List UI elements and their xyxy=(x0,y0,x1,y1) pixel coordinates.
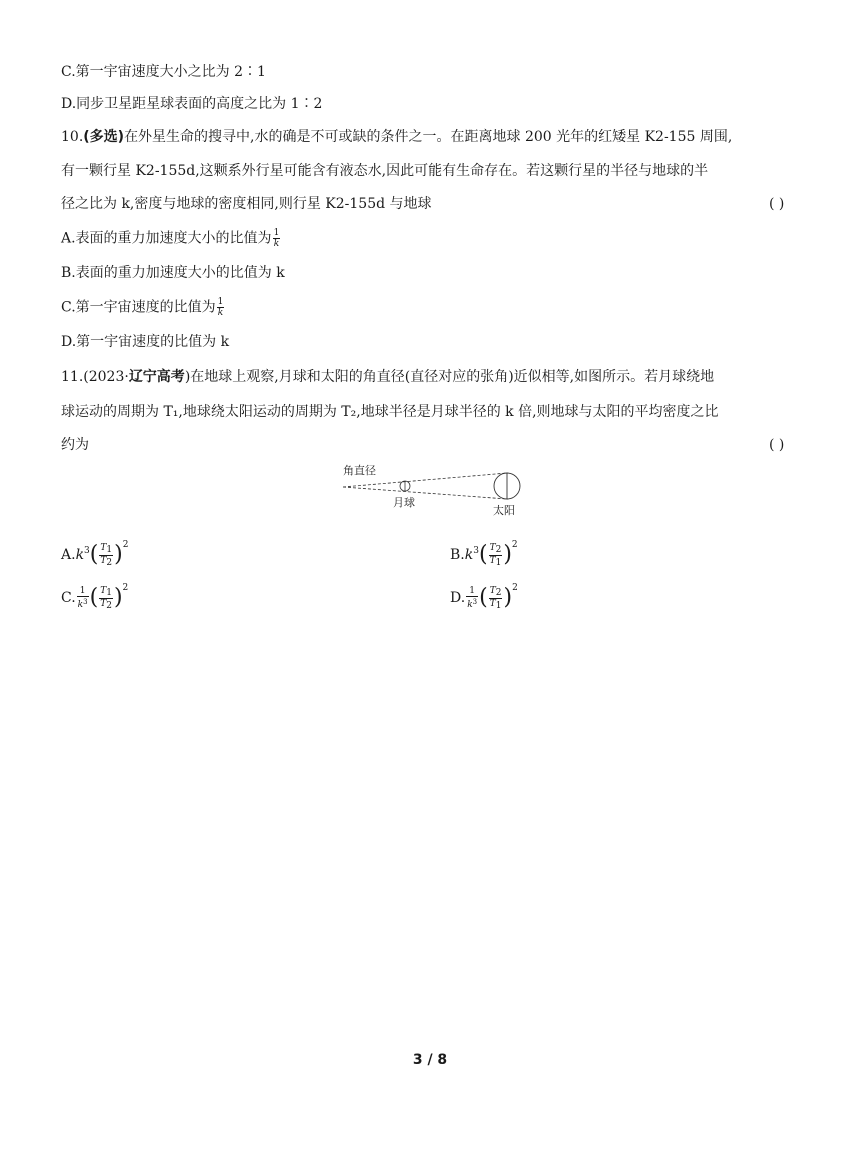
option-letter: B. xyxy=(450,547,465,563)
frac-numerator: 1 xyxy=(466,586,478,597)
subscript: 2 xyxy=(495,587,502,598)
q10-option-c-text: C.第一宇宙速度的比值为 xyxy=(61,299,216,316)
var-T: T xyxy=(489,598,496,609)
subscript: 1 xyxy=(495,557,502,568)
paren-left: ( xyxy=(479,585,488,610)
q11-option-a xyxy=(61,536,128,568)
q11-source-open: (2023· xyxy=(83,369,129,385)
page-number: 3 / 8 xyxy=(412,1052,448,1068)
paren-left: ( xyxy=(478,542,488,567)
subscript: 1 xyxy=(495,600,502,611)
q11-stem-line-2: 球运动的周期为 T₁,地球绕太阳运动的周期为 T₂,地球半径是月球半径的 k 倍,则地球与太阳的平均密度之比 xyxy=(61,404,719,420)
q10-option-b: B.表面的重力加速度大小的比值为 k xyxy=(61,265,285,281)
paren-right: ) xyxy=(113,585,123,610)
q10-stem-line-3: 径之比为 k,密度与地球的密度相同,则行星 K2-155d 与地球 xyxy=(61,196,432,212)
exponent: 2 xyxy=(511,540,518,550)
q11-answer-bracket: ( ) xyxy=(769,437,785,453)
var-T: T xyxy=(100,555,107,566)
subscript: 1 xyxy=(106,544,113,555)
subscript: 2 xyxy=(495,544,502,555)
q9-option-d: D.同步卫星距星球表面的高度之比为 1∶2 xyxy=(61,96,323,112)
q10-option-d: D.第一宇宙速度的比值为 k xyxy=(61,334,230,350)
inverse-k-cubed xyxy=(77,586,89,610)
var-T: T xyxy=(100,598,107,609)
inverse-k-cubed xyxy=(466,586,478,610)
frac-numerator: 1 xyxy=(273,228,280,238)
frac-numerator: 1 xyxy=(217,297,224,307)
q11-option-b xyxy=(450,536,518,568)
q10-stem-line-1 xyxy=(61,128,732,146)
q10-answer-bracket: ( ) xyxy=(769,196,785,212)
label-angular-diameter: 角直径 xyxy=(343,464,376,477)
q11-option-d xyxy=(450,579,518,611)
var-k: k xyxy=(467,600,473,610)
q11-stem-line-1 xyxy=(61,368,714,386)
q11-source-close: ) xyxy=(184,369,191,385)
exponent: 3 xyxy=(83,598,88,606)
q9-option-c: C.第一宇宙速度大小之比为 2∶1 xyxy=(61,64,266,80)
var-T: T xyxy=(100,542,107,553)
var-k: k xyxy=(75,547,85,563)
exponent: 2 xyxy=(512,583,518,593)
q10-number: 10. xyxy=(61,129,84,145)
option-letter: A. xyxy=(61,547,76,563)
var-T: T xyxy=(489,585,496,596)
exponent: 3 xyxy=(84,546,90,556)
angular-diameter-figure xyxy=(335,462,530,518)
paren-left: ( xyxy=(89,542,99,567)
paren-right: ) xyxy=(114,542,123,567)
period-ratio xyxy=(489,586,503,611)
q10-option-a xyxy=(61,228,281,249)
q10-option-a-fraction xyxy=(273,228,281,249)
var-T: T xyxy=(489,542,496,553)
q11-stem-text-1: 在地球上观察,月球和太阳的角直径(直径对应的张角)近似相等,如图所示。若月球绕地 xyxy=(190,369,715,385)
option-letter: D. xyxy=(450,590,466,606)
paren-right: ) xyxy=(503,542,512,567)
exponent: 2 xyxy=(122,540,129,550)
frac-numerator: 1 xyxy=(77,586,89,597)
q10-option-c-fraction xyxy=(217,297,225,318)
sight-line-bottom xyxy=(343,487,507,499)
q11-source: 辽宁高考 xyxy=(128,369,185,385)
period-ratio xyxy=(99,543,113,568)
q11-option-c xyxy=(61,579,128,611)
q10-option-a-text: A.表面的重力加速度大小的比值为 xyxy=(61,230,272,247)
period-ratio xyxy=(489,543,503,568)
subscript: 2 xyxy=(106,557,113,568)
q10-stem-text-1: 在外星生命的搜寻中,水的确是不可或缺的条件之一。在距离地球 200 光年的红矮星 K2-155 周围, xyxy=(124,129,733,145)
subscript: 2 xyxy=(106,600,112,611)
var-T: T xyxy=(100,585,107,596)
exponent: 3 xyxy=(472,598,478,606)
q11-number: 11. xyxy=(61,369,84,385)
var-T: T xyxy=(489,555,496,566)
exponent: 2 xyxy=(122,583,129,593)
var-k: k xyxy=(464,547,474,563)
q11-stem-line-3: 约为 xyxy=(61,437,89,453)
q10-stem-line-2: 有一颗行星 K2-155d,这颗系外行星可能含有液态水,因此可能有生命存在。若这颗行星的半径与地球的半 xyxy=(61,163,709,179)
exponent: 3 xyxy=(473,546,479,556)
paren-right: ) xyxy=(503,585,513,610)
paren-left: ( xyxy=(89,585,99,610)
q10-multi-tag: (多选) xyxy=(83,129,125,145)
option-letter: C. xyxy=(61,590,76,606)
frac-denominator: k xyxy=(217,308,224,318)
period-ratio xyxy=(99,586,113,611)
var-k: k xyxy=(77,600,84,610)
q10-option-c xyxy=(61,297,225,318)
frac-denominator: k xyxy=(273,239,280,249)
subscript: 1 xyxy=(106,587,112,598)
label-moon: 月球 xyxy=(393,496,415,509)
label-sun: 太阳 xyxy=(493,504,515,517)
